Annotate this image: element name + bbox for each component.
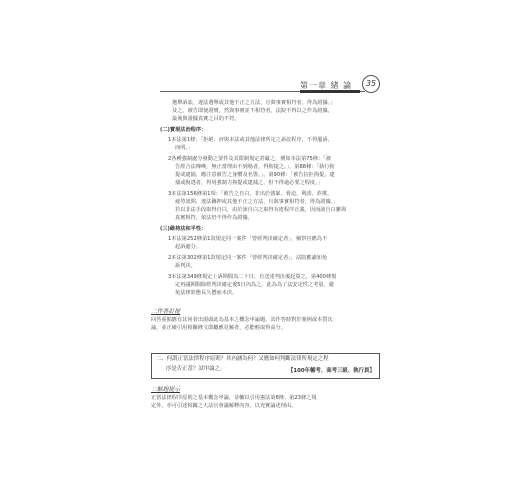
text-line: 3本法第349條規定上訴期間為二十日，自送達判決後起算之，第400條規 — [168, 274, 337, 280]
text-line: 2本法第302條第1款規定同一案件「曾經判決確定者」，法院應諭知免 — [168, 255, 328, 261]
subsection-heading: (三)維持法和平性： — [160, 226, 207, 232]
text-line: 真實相符，依法仍不得作為證據。 — [175, 215, 253, 221]
text-line: 而明。」 — [175, 145, 194, 151]
header-rule-accent — [300, 90, 360, 93]
text-line: 疲勞訊問、違法羈押或其他不正之方法，且與事實相符者，得為證據。」 — [175, 199, 339, 205]
text-line: 免法律狀態長久懸而未決。 — [175, 290, 238, 296]
subsection-heading: (二)實現法治程序： — [160, 127, 207, 133]
chapter-heading: 第一章 緒 論 — [300, 81, 353, 90]
text-line: 定再議期間除經判決確定後5日內為之，此為為了法安定性之考量，避 — [175, 282, 334, 288]
text-line: 起訴處分。 — [175, 244, 201, 250]
text-line: 2各種強制處分發動之要件及其限制規定甚嚴之，例如本法第75條：「被 — [168, 156, 331, 162]
text-line: 告經合法傳喚，無正當理由不到場者，得拘提之。」、第88條：「執行拘 — [175, 164, 335, 170]
page-number: 35 — [362, 75, 380, 93]
text-line: 及之，被告即使證實，然與事實並不相符者，法院不得以之作為證據， — [172, 108, 333, 114]
text-line: 正當法律程序原則之基本概念申論，並輔以引用憲法第8條、第23條之規 — [151, 395, 317, 401]
section-title-hint: 二解題提示 — [151, 387, 180, 393]
text-line: 1本法第1條：「拒絕、評與本法或其他法律所定之訴訟程序，不得濫訴， — [168, 137, 333, 143]
section-title-answer-tips: 二作答訂提 — [151, 309, 180, 315]
text-line: 訴判決。 — [175, 263, 196, 269]
text-line: 定外，亦可引述相關之大法官會議解釋內容，以充實論述理由。 — [151, 403, 297, 409]
question-line: 二、何謂正當法律程序原則？其內涵為何？又應如何判斷法律所規定之程 — [156, 356, 329, 362]
text-line: 回答重點應有其何者出現頭此為基本之概念申論題，其作答時對於案例或本質次 — [151, 317, 333, 323]
text-line: 論，並正確引用相關條文即屬應見解者，必能輕取得高分。 — [151, 325, 286, 331]
question-line: 序是否正當？試申論之。 — [166, 366, 226, 372]
question-source: 【100年輔考、高考三級、執行員】 — [288, 368, 375, 374]
text-line: 若以非法手段取得自白，由於該自白之取得有違程序正義，因而該自白雖與 — [175, 207, 347, 213]
text-line: 最後與證據真實之目的不符。 — [172, 116, 240, 122]
text-line: 1本法第252條第1款規定同一案件「曾經判決確定者」，檢察官應為不 — [168, 236, 328, 242]
text-line: 3本法第156條第1項：「被告之自白，非出於強暴、脅迫、利誘、詐欺、 — [168, 191, 333, 197]
text-line: 捕或脫逃者，得用強制力拘提或逮捕之，但不得逾必要之程度。」 — [175, 180, 323, 186]
text-line: 提或逮捕，應注意被告之身體及名譽。」、第90條：「被告抗拒拘提、逮 — [175, 172, 335, 178]
text-line: 選舉訴訟，違法選舉或其他不正之方法，且與事實相符者，得為證據。」 — [172, 100, 336, 106]
